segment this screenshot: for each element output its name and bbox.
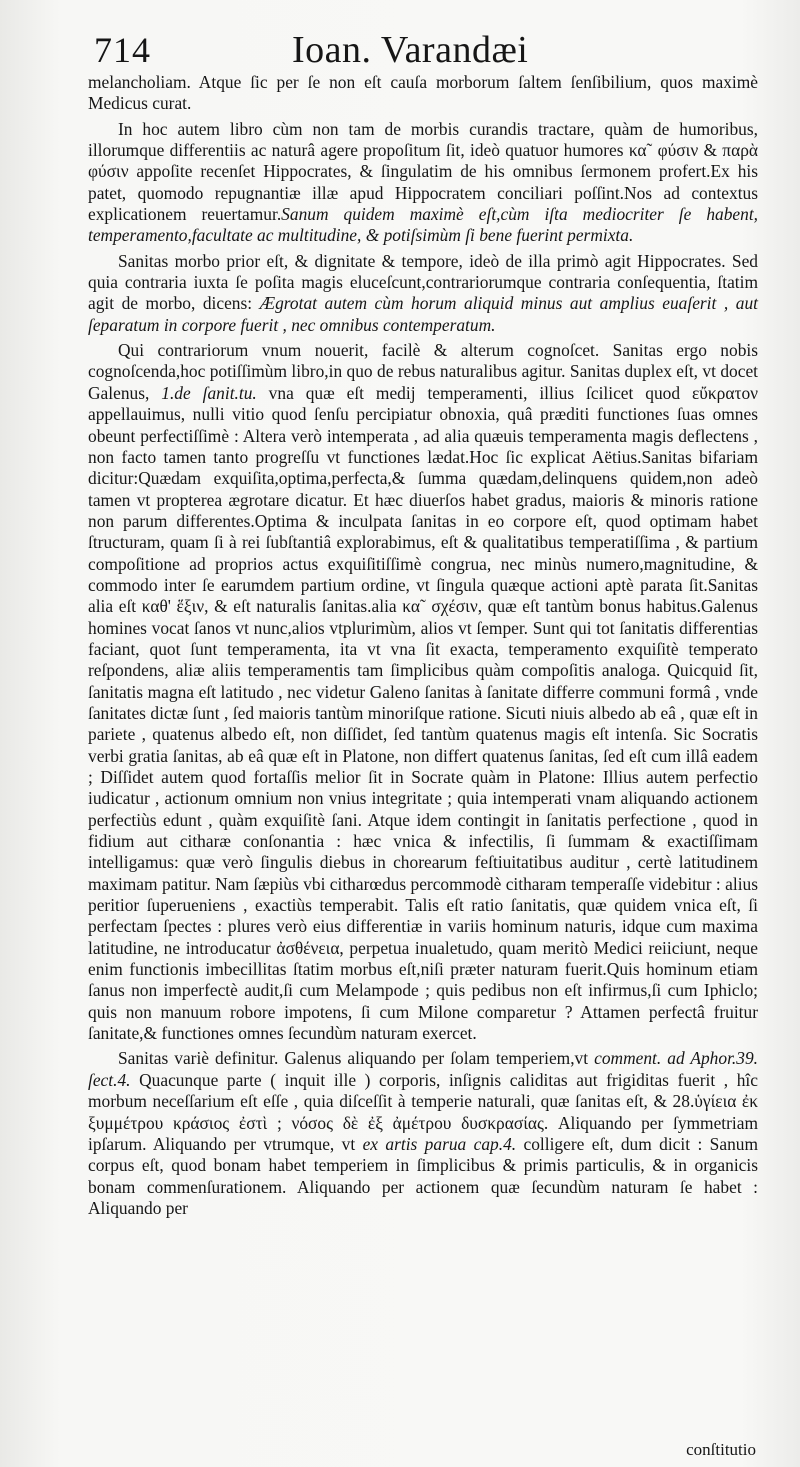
text-run: Sanitas morbo prior eſt, & dignitate & tempore, ideò de illa primò agit Hippocrates. Sed quia contraria iuxta ſe poſita magis eluceſcunt,contrariorumque contraria conſequentia, ſtatim agit de morbo, dicens: [88, 250, 758, 314]
page-header [94, 28, 758, 72]
paragraph-5 [88, 1048, 758, 1219]
text-run: Sanitas variè definitur. Galenus aliquando per ſolam temperiem,vt [118, 1048, 595, 1069]
text-run: melancholiam. Atque ſic per ſe non eſt cauſa morborum ſaltem ſenſibilium, quos maximè Medicus curat. [88, 72, 758, 114]
text-run: vna quæ eſt medij temperamenti, illius ſcilicet quod εὔκρατον appellauimus, nulli vitio quod ſenſu percipiatur obnoxia, quâ præditi functiones ſuas omnes obeunt perfectiſſimè : Altera verò intemperata , ad alia quæuis temperamenta magis deflectens , non facto tamen tanto progreſſu vt functiones lædat.Hoc ſic explicat Aëtius.Sanitas bifariam dicitur:Quædam exquiſita,optima,perfecta,& ſumma quædam,delinquens quidem,non adeò tamen vt propterea ægrotare dicatur. Et hæc diuerſos habet gradus, maioris & minoris ratione non parum differentes.Optima & inculpata ſanitas in eo corpore eſt, quod optimam habet ſtructuram, quam ſi à rei ſubſtantiâ explorabimus, eſt & qualitatibus temperatiſſima , & partium compoſitione ad proprios actus exquiſitiſſimè congrua, nec minùs numero,magnitudine, & commodo inter ſe earumdem partium ordine, vt ſingula quæque actioni aptè parata ſit.Sanitas alia eſt καθ' ἕξιν, & eſt naturalis ſanitas.alia κα῀ σχέσιν, quæ eſt tantùm bonus habitus.Galenus homines vocat ſanos vt nunc,alios vtplurimùm, alios vt ſemper. Sunt qui tot ſanitatis differentias faciant, quot ſunt temperamenta, ita vt vna ſit exacta, temperamento exquiſitè temperato reſpondens, aliæ aliis temperamentis tam ſimplicibus quàm compoſitis analoga. Quicquid ſit, ſanitatis magna eſt latitudo , nec videtur Galeno ſanitas à ſanitate differre communi formâ , vnde ſanitates dictæ ſunt , ſed maioris tantùm minoriſque ratione. Sicuti niuis albedo ab eâ , quæ eſt in pariete , quatenus albedo eſt, non diſſidet, ſed tantùm quatenus magis eſt intenſa. Sic Socratis verbi gratia ſanitas, ab eâ quæ eſt in Platone, non differt quatenus ſanitas, ſed eſt cum illâ eadem ; Diſſidet autem quod fortaſſis melior ſit in Socrate quàm in Platone: Illius autem perfectio iudicatur , actionum omnium non vnius integritate ; quia intemperati vnam aliquando actionem perfectiùs edunt , quàm exquiſitè ſani. Atque idem contingit in ſanitatis perfectione , quod in fidium aut citharæ conſonantia : hæc vnica & infectilis, ſi ſummam & exactiſſimam intelligamus: quæ verò ſingulis diebus in chorearum feſtiuitatibus auditur , certè latitudinem maximam patitur. Nam ſæpiùs vbi citharœdus percommodè citharam temperaſſe videbitur : alius peritior ſuperueniens , exactiùs temperabit. Talis eſt ratio ſanitatis, quæ quidem vnica eſt, ſi perfectam ſpectes : plures verò eius differentiæ in variis hominum naturis, idque cum maxima latitudine, ne introducatur ἀσθένεια, perpetua inualetudo, quam meritò Medici reiiciunt, neque enim functionis imbecillitas ſtatim morbus eſt,niſi præter naturam fuerit.Quis hominum etiam ſanus non imperfectè audit,ſi cum Melampode ; quis pedibus non eſt infirmus,ſi cum Iphiclo; quis non manuum robore impotens, ſi cum Milone comparetur ? Attamen perfectâ fruitur ſanitate,& functiones omnes ſecundùm naturam exercet. [88, 382, 758, 1044]
paragraph-2 [88, 119, 758, 247]
text-run: Quacunque parte ( inquit ille ) corporis, inſignis caliditas aut frigiditas fuerit , hîc morbum neceſſarium eſt eſſe , quia diſceſſit à temperie naturali, quæ ſanitas eſt, & 28.ὑγίεια ἐκ ξυμμέτρου κράσιος ἐστὶ ; νόσος δὲ ἐξ ἀμέτρου δυσκρασίας. Aliquando per ſymmetriam ipſarum. Aliquando per vtrumque, vt [88, 1069, 758, 1154]
citation: ex artis parua cap.4. [362, 1133, 517, 1154]
citation: 1.de ſanit.tu. [161, 382, 257, 403]
lemma-quote: Sanum quidem maximè eſt,cùm iſta mediocriter ſe habent, temperamento,facultate ac multitudine, & potiſsimùm ſi bene fuerint permixta. [88, 204, 758, 246]
citation: comment. ad Aphor.39. ſect.4. [88, 1048, 759, 1090]
text-run: In hoc autem libro cùm non tam de morbis curandis tractare, quàm de humoribus, illorumque differentiis ac naturâ agere propoſitum ſit, ideò quatuor humores κα῀ φύσιν & παρὰ φύσιν appoſite recenſet Hippocrates, & ſingulatim de his omnibus ſermonem profert.Ex his patet, quomodo repugnantiæ illæ apud Hippocratem conciliari poſſint.Nos ad contextus explicationem reuertamur. [88, 118, 758, 225]
paragraph-1 [88, 72, 758, 115]
running-head: Ioan. Varandæi [292, 29, 529, 71]
paragraph-3 [88, 251, 758, 336]
text-run: colligere eſt, dum dicit : Sanum corpus eſt, quod bonam habet temperiem in ſimplicibus & primis particulis, & in organicis bonam commenſurationem. Aliquando per actionem quæ ſecundùm naturam ſe habet : Aliquando per [88, 1133, 758, 1218]
page-number: 714 [94, 30, 151, 70]
body-text [88, 72, 758, 1219]
paragraph-4 [88, 340, 758, 1044]
catchword: conſtitutio [686, 1440, 756, 1459]
text-run: Qui contrariorum vnum nouerit, facilè & alterum cognoſcet. Sanitas ergo nobis cognoſcenda,hoc potiſſimùm libro,in quo de rebus naturalibus agitur. Sanitas duplex eſt, vt docet Galenus, [88, 340, 758, 403]
lemma-quote: Ægrotat autem cùm horum aliquid minus aut amplius euaſerit , aut ſeparatum in corpore fuerit , nec omnibus contemperatum. [88, 293, 758, 335]
